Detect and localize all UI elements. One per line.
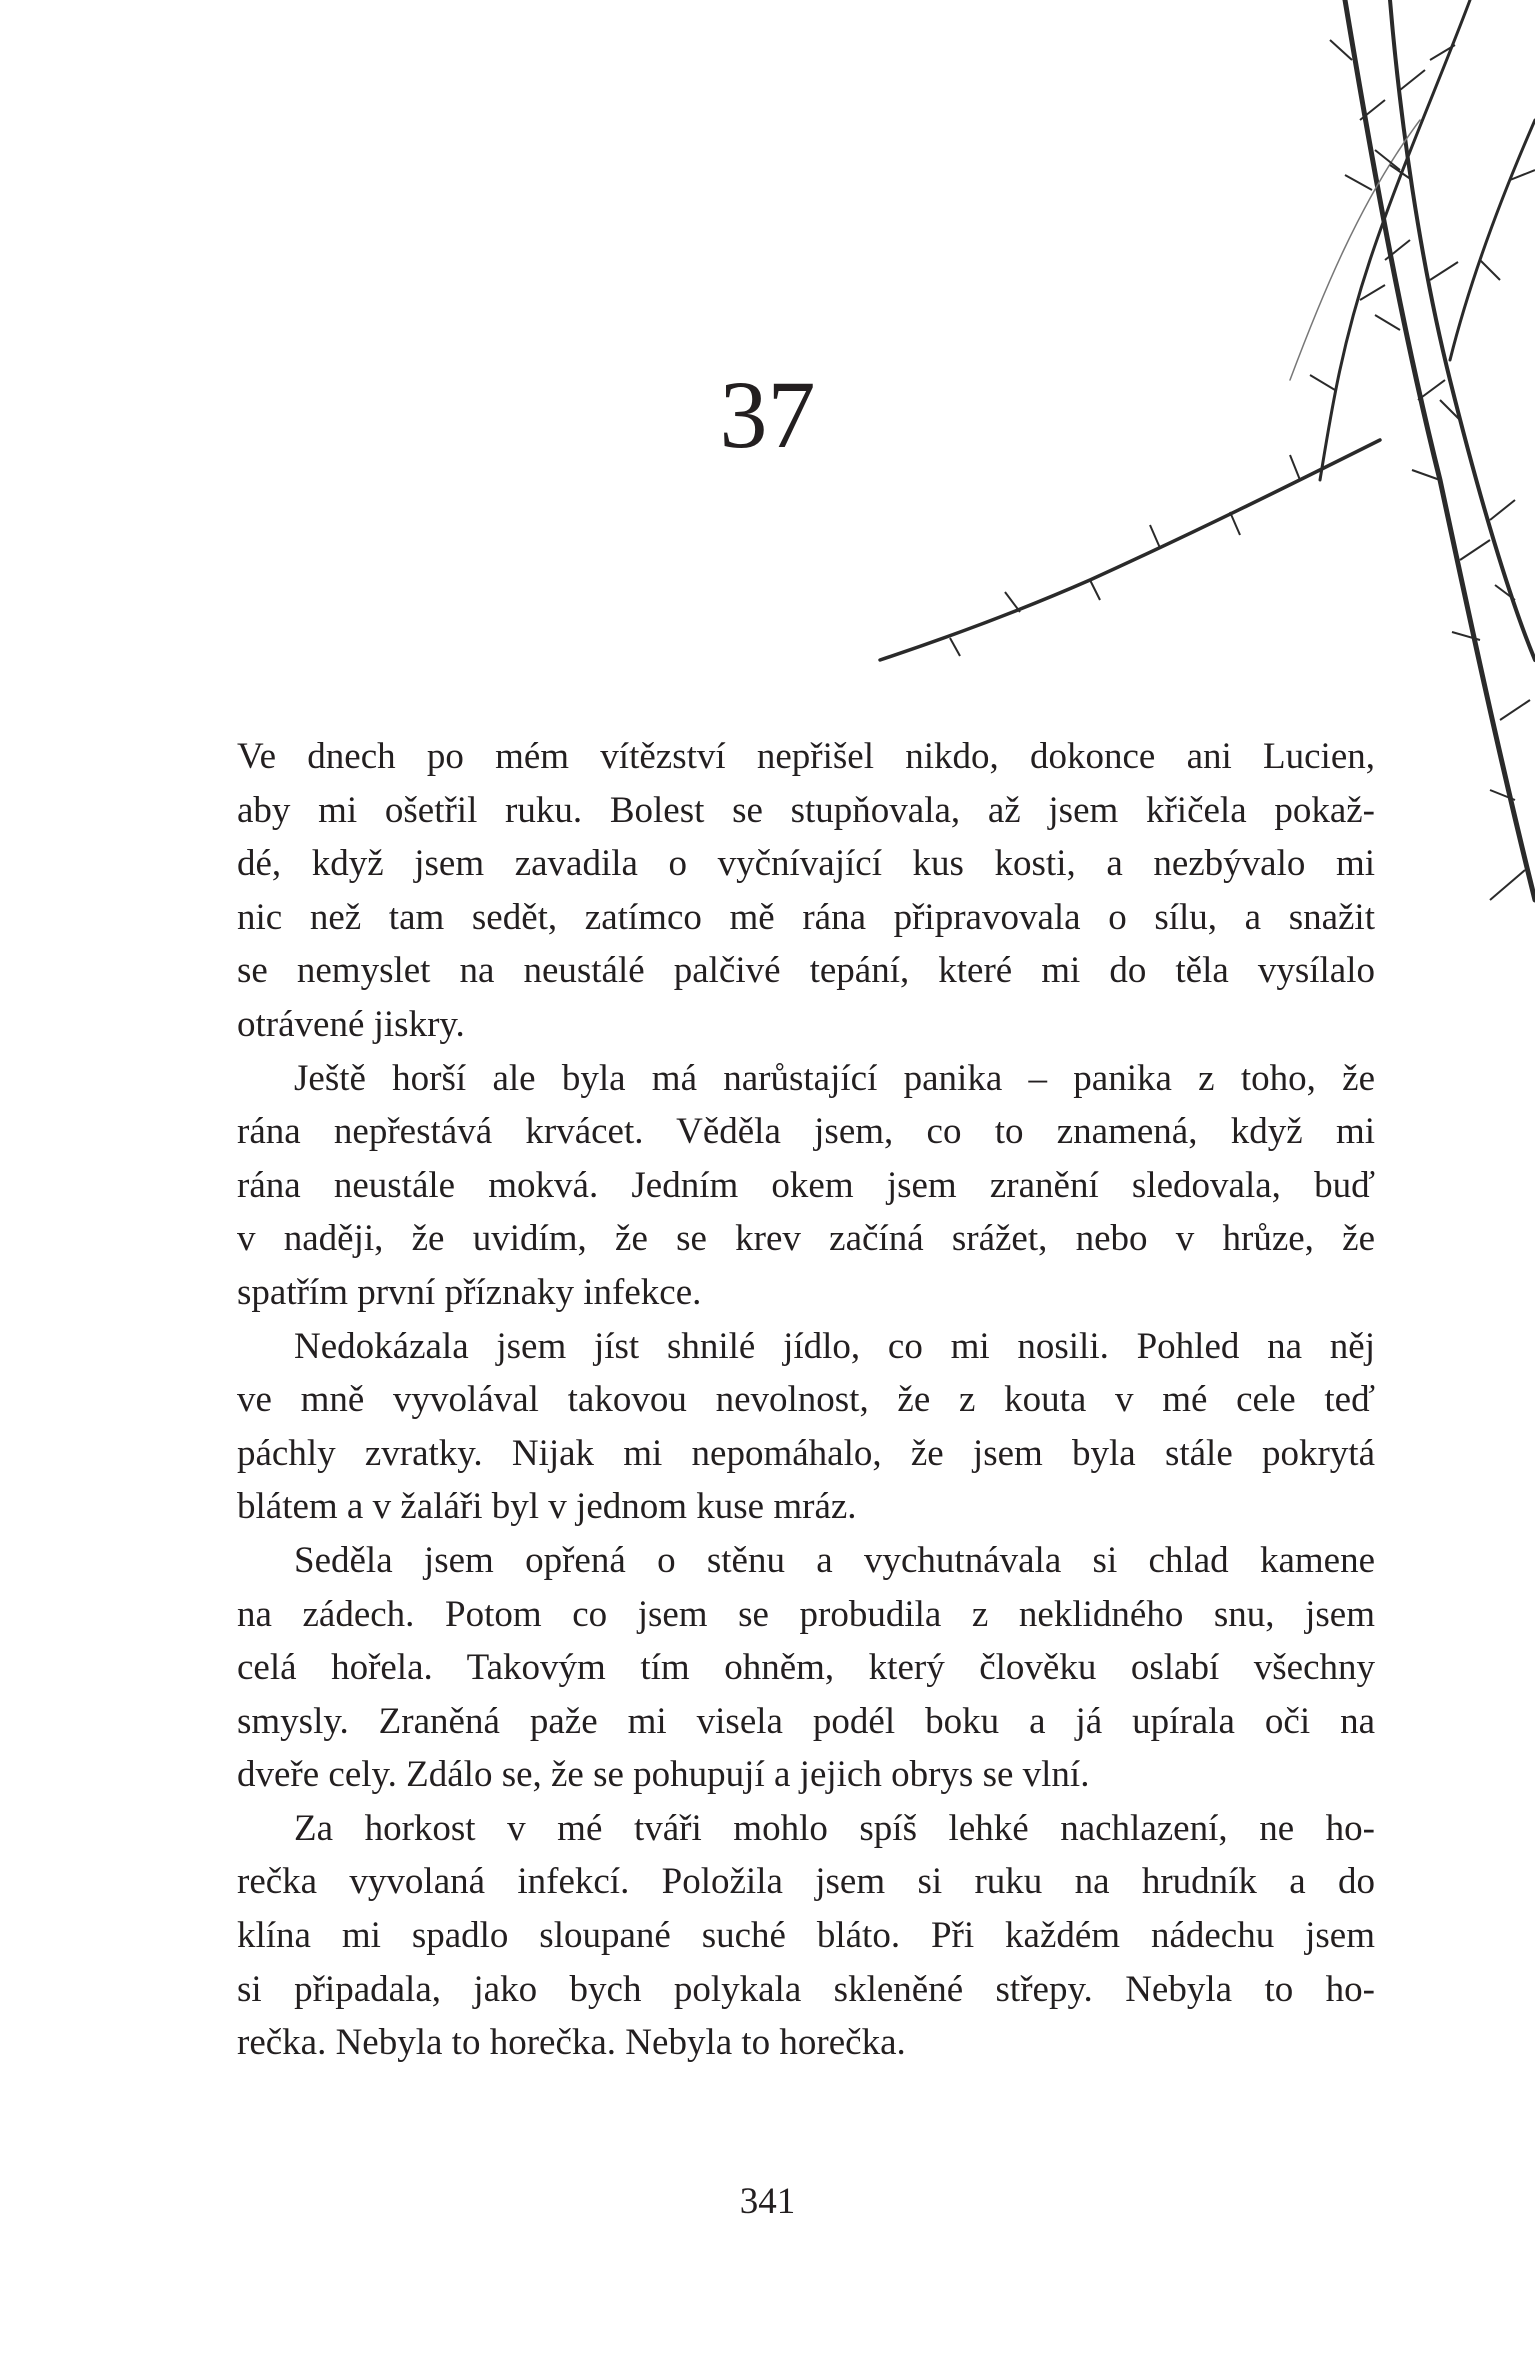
chapter-body-text: [237, 730, 1375, 2070]
text-line: nic než tam sedět, zatímco mě rána připravovala o sílu, a snažit: [237, 896, 1375, 938]
text-line: aby mi ošetřil ruku. Bolest se stupňovala, až jsem křičela pokaž-: [237, 789, 1375, 831]
paragraph: [237, 730, 1375, 1052]
text-line: Ještě horší ale byla má narůstající panika – panika z toho, že: [294, 1057, 1375, 1099]
chapter-number: 37: [719, 361, 816, 468]
text-line: Seděla jsem opřená o stěnu a vychutnávala si chlad kamene: [294, 1539, 1375, 1581]
paragraph: [237, 1052, 1375, 1320]
text-line: na zádech. Potom co jsem se probudila z neklidného snu, jsem: [237, 1593, 1375, 1635]
text-line: ve mně vyvolával takovou nevolnost, že z kouta v mé cele teď: [237, 1379, 1375, 1421]
text-line: si připadala, jako bych polykala skleněné střepy. Nebyla to ho-: [237, 1968, 1375, 2010]
text-line: rána neustále mokvá. Jedním okem jsem zranění sledovala, buď: [237, 1164, 1375, 1206]
text-line: blátem a v žaláři byl v jednom kuse mráz.: [237, 1486, 857, 1528]
text-line: v naději, že uvidím, že se krev začíná srážet, nebo v hrůze, že: [237, 1218, 1375, 1260]
text-line: smysly. Zraněná paže mi visela podél boku a já upírala oči na: [237, 1700, 1375, 1742]
text-line: rečka vyvolaná infekcí. Položila jsem si ruku na hrudník a do: [237, 1861, 1375, 1903]
text-line: Za horkost v mé tváři mohlo spíš lehké nachlazení, ne ho-: [294, 1807, 1375, 1849]
text-line: spatřím první příznaky infekce.: [237, 1271, 702, 1313]
text-line: páchly zvratky. Nijak mi nepomáhalo, že jsem byla stále pokrytá: [237, 1432, 1375, 1474]
paragraph: [237, 1802, 1375, 2070]
text-line: Nedokázala jsem jíst shnilé jídlo, co mi nosili. Pohled na něj: [294, 1325, 1375, 1367]
text-line: rečka. Nebyla to horečka. Nebyla to horečka.: [237, 2022, 906, 2064]
branch-right-upper: [1450, 120, 1535, 360]
text-line: celá hořela. Takovým tím ohněm, který člověku oslabí všechny: [237, 1647, 1375, 1689]
paragraph: [237, 1320, 1375, 1534]
text-line: dveře cely. Zdálo se, že se pohupují a jejich obrys se vlní.: [237, 1754, 1090, 1796]
branch-fine: [1290, 120, 1420, 380]
branch-left: [880, 440, 1380, 660]
text-line: otrávené jiskry.: [237, 1003, 465, 1045]
text-line: rána nepřestává krvácet. Věděla jsem, co to znamená, když mi: [237, 1111, 1375, 1153]
page-number: 341: [739, 2181, 796, 2222]
text-line: dé, když jsem zavadila o vyčnívající kus kosti, a nezbývalo mi: [237, 843, 1375, 885]
text-line: Ve dnech po mém vítězství nepřišel nikdo, dokonce ani Lucien,: [237, 736, 1375, 777]
paragraph: [237, 1534, 1375, 1802]
branch-second: [1390, 0, 1535, 660]
text-line: klína mi spadlo sloupané suché bláto. Při každém nádechu jsem: [237, 1915, 1375, 1957]
text-line: se nemyslet na neustálé palčivé tepání, které mi do těla vysílalo: [237, 950, 1375, 992]
